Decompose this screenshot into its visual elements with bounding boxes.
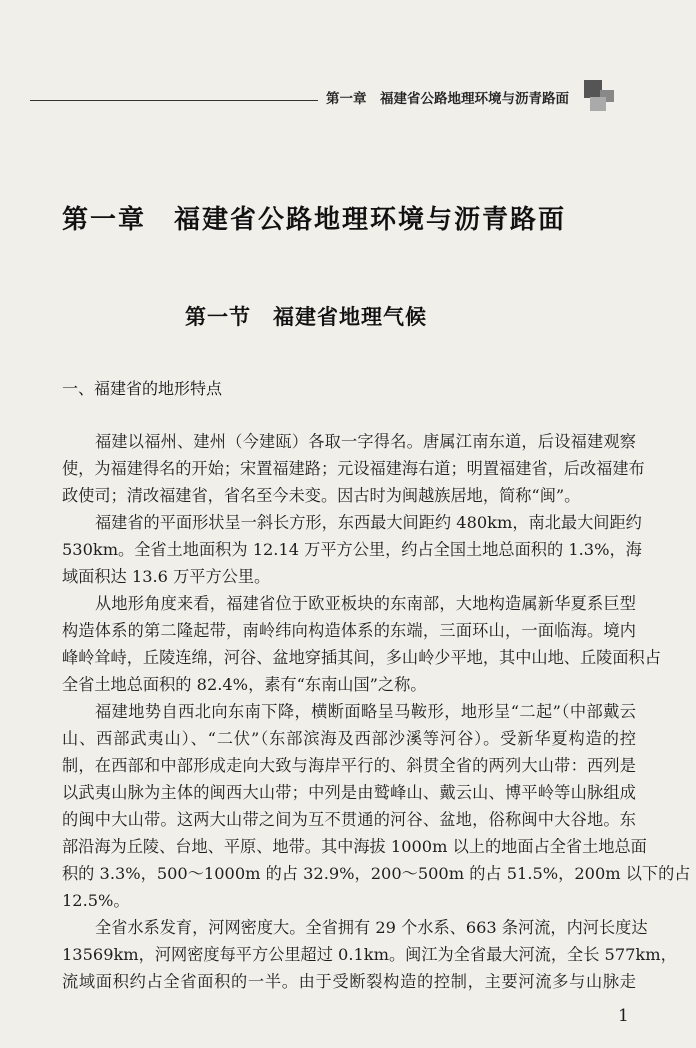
paragraph xyxy=(62,914,677,995)
text-line: 从地形角度来看，福建省位于欧亚板块的东南部，大地构造属新华夏系巨型 xyxy=(95,594,636,613)
text-line: 构造体系的第二隆起带，南岭纬向构造体系的东端，三面环山，一面临海。境内 xyxy=(62,621,636,640)
text-line: 全省水系发育，河网密度大。全省拥有 29 个水系、663 条河流，内河长度达 xyxy=(95,918,648,937)
text-line: 山、西部武夷山）、“二伏”（东部滨海及西部沙溪等河谷）。受新华夏构造的控 xyxy=(62,729,636,748)
text-line: 使，为福建得名的开始；宋置福建路；元设福建海右道；明置福建省，后改福建布 xyxy=(62,459,645,478)
paragraph xyxy=(62,509,642,590)
chapter-title: 第一章 福建省公路地理环境与沥青路面 xyxy=(62,205,567,235)
text-line: 12.5%。 xyxy=(62,891,130,910)
text-line: 530km。全省土地面积为 12.14 万平方公里，约占全国土地总面积的 1.3%，海 xyxy=(62,540,642,559)
section-title: 第一节 福建省地理气候 xyxy=(185,304,427,329)
text-line: 福建省的平面形状呈一斜长方形，东西最大间距约 480km，南北最大间距约 xyxy=(95,513,642,532)
paragraph xyxy=(62,698,691,914)
running-header: 第一章 福建省公路地理环境与沥青路面 xyxy=(326,91,569,107)
text-line: 流域面积约占全省面积的一半。由于受断裂构造的控制，主要河流多与山脉走 xyxy=(62,972,636,991)
page-number: 1 xyxy=(618,1006,629,1026)
text-line: 峰岭耸峙，丘陵连绵，河谷、盆地穿插其间，多山岭少平地，其中山地、丘陵面积占 xyxy=(62,648,661,667)
text-line: 的闽中大山带。这两大山带之间为互不贯通的河谷、盆地，俗称闽中大谷地。东 xyxy=(62,810,636,829)
text-line: 政使司；清改福建省，省名至今未变。因古时为闽越族居地，简称“闽”。 xyxy=(62,486,581,505)
text-line: 域面积达 13.6 万平方公里。 xyxy=(62,567,271,586)
body-text xyxy=(62,428,691,995)
text-line: 部沿海为丘陵、台地、平原、地带。其中海拔 1000m 以上的地面占全省土地总面 xyxy=(62,837,647,856)
text-line: 13569km，河网密度每平方公里超过 0.1km。闽江为全省最大河流，全长 577km， xyxy=(62,945,677,964)
text-line: 以武夷山脉为主体的闽西大山带；中列是由鹫峰山、戴云山、博平岭等山脉组成 xyxy=(62,783,636,802)
text-line: 积的 3.3%，500～1000m 的占 32.9%，200～500m 的占 51.5%，200m 以下的占 xyxy=(62,864,691,883)
header-rule xyxy=(30,100,318,101)
text-line: 制，在西部和中部形成走向大致与海岸平行的、斜贯全省的两列大山带：西列是 xyxy=(62,756,636,775)
paragraph xyxy=(62,428,645,509)
text-line: 福建地势自西北向东南下降，横断面略呈马鞍形，地形呈“二起”（中部戴云 xyxy=(95,702,636,721)
text-line: 全省土地总面积的 82.4%，素有“东南山国”之称。 xyxy=(62,675,427,694)
paragraph xyxy=(62,590,661,698)
text-line: 福建以福州、建州（今建瓯）各取一字得名。唐属江南东道，后设福建观察 xyxy=(95,432,636,451)
subsection-title: 一、福建省的地形特点 xyxy=(62,379,223,398)
